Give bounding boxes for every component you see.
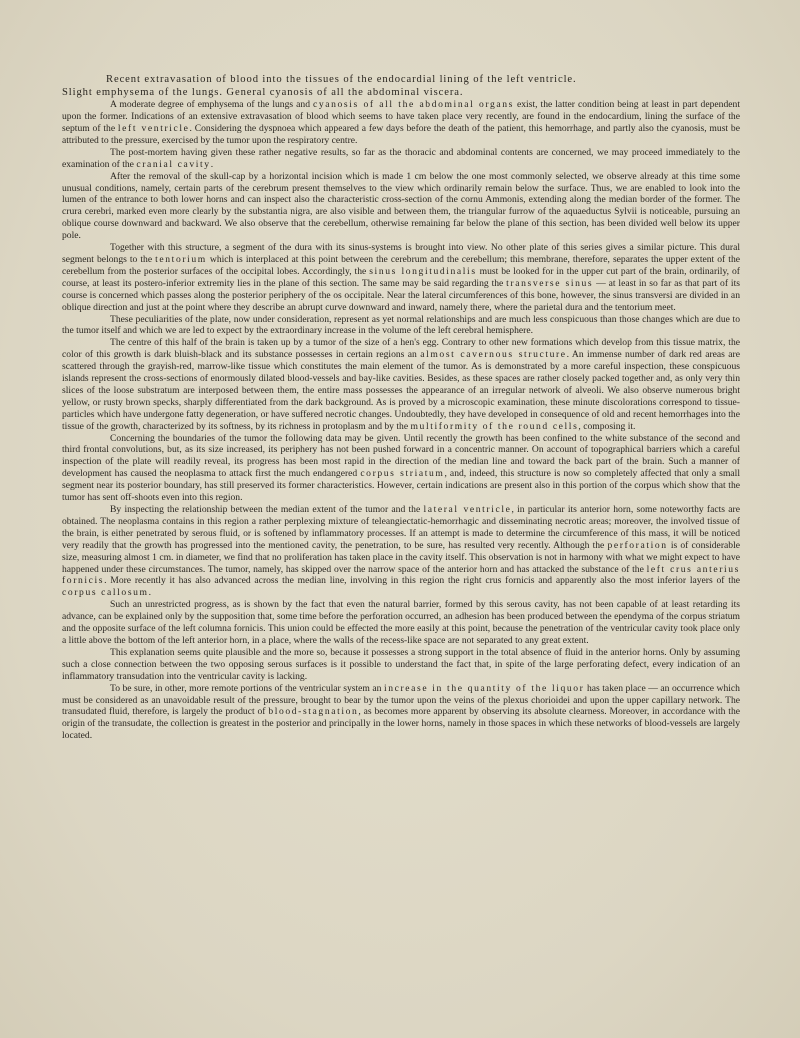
text-run: is of considerable size, measuring almost 1 cm. in diameter, we find that no proliferation has taken place in the cavity itself. This observation is not in harmony with what we might expect to have happened under these circumstances. The tumor, namely, has skipped over the narrow space of the anterior horn and has attacked the substance of the bbox=[62, 539, 740, 575]
spaced-emphasis: increase in the quantity of the liquor bbox=[383, 682, 585, 694]
spaced-emphasis: cranial cavity bbox=[136, 158, 211, 170]
paragraph bbox=[62, 147, 740, 171]
text-run: has taken place — an occurrence which must be considered as an unavoidable result of the pressure, brought to bear by the tumor upon the veins of the plexus chorioidei and upon the upper capillary network. The transudated fluid, therefore, is largely the product of bbox=[62, 682, 740, 718]
text-run: . An immense number of dark red areas are scattered through the grayish-red, marrow-like tissue which constitutes the main element of the tumor. As is demonstrated by a more careful inspection, these conspicuous islands represent the cross-sections of enormously dilated blood-vessels and bay-like cavities. Besides, as these spaces are rather closely packed together and, as only very thin slices of the loose substratum are interposed between them, the entire mass possesses the appearance of an irregular network of alveoli. We also observe numerous bright yellow, or rusty brown specks, sharply differentiated from the dark background. As is proved by a microscopic examination, these minute discolorations correspond to tissue-particles which have undergone fatty degeneration, or have suffered necrotic changes. Undoubtedly, they have developed in consequence of old and recent hemorrhages into the tissue of the growth, characterized by its softness, by its richness in protoplasm and by the bbox=[62, 349, 740, 432]
text-run: This explanation seems quite plausible and the more so, because it possesses a strong support in the total absence of fluid in the anterior horns. Only by assuming such a close connection between the two opposing serous surfaces is it possible to understand the fact that, in spite of the large perforating defect, every indication of an inflammatory transudation into the ventricular cavity is lacking. bbox=[62, 646, 740, 682]
text-run: The centre of this half of the brain is taken up by a tumor of the size of a hen's egg. Contrary to other new formations which develop from this tissue matrix, the color of this growth is dark bluish-black and its substance possesses in certain regions an bbox=[62, 337, 740, 361]
text-run: . More recently it has also advanced across the median line, involving in this region the right crus fornicis and apparently also the most inferior layers of the bbox=[104, 575, 740, 587]
spaced-emphasis: left ventricle bbox=[117, 123, 190, 134]
text-run: . bbox=[210, 158, 214, 170]
text-run: , in particular its anterior horn, some noteworthy facts are obtained. The neoplasma contains in this region a rather perplexing mixture of teleangiectatic-hemorrhagic and disseminating necrotic areas; moreover, the involved tissue of the brain, is either penetrated by serous fluid, or is softened by inflammatory processes. If an attempt is made to determine the circumference of this mass, it will be noticed very readily that the growth has progressed into the mentioned cavity, the penetration, to be sure, has resulted very recently. Although the bbox=[62, 504, 740, 551]
paragraph bbox=[62, 683, 740, 743]
spaced-emphasis: cyanosis of all the abdominal organs bbox=[313, 99, 514, 111]
body-text bbox=[62, 74, 740, 742]
text-run: Such an unrestricted progress, as is shown by the fact that even the natural barrier, formed by this serous cavity, has not been capable of at least retarding its advance, can be explained only by the supposition that, some time before the perforation occurred, an adhesion has been produced between the ependyma of the corpus striatum and the opposite surface of the left columna fornicis. This union could be effected the more easily at this point, because the penetration of the ventricular cavity took place only a little above the bottom of the left anterior horn, in a place, where the walls of the recess-like space are not separated to any great extent. bbox=[62, 599, 740, 646]
paragraph bbox=[62, 314, 740, 338]
paragraph bbox=[62, 99, 740, 147]
spaced-emphasis: lateral ventricle bbox=[423, 504, 512, 515]
paragraph bbox=[62, 242, 740, 313]
paragraph bbox=[62, 171, 740, 242]
paragraph bbox=[62, 599, 740, 647]
text-run: A moderate degree of emphysema of the lungs and bbox=[110, 99, 314, 111]
text-run: . Considering the dyspnoea which appeared a few days before the death of the patient, this hemorrhage, and partly also the cyanosis, must be attributed to the pressure, exercised by the tumor upon the respiratory centre. bbox=[62, 123, 740, 146]
spaced-emphasis: corpus striatum bbox=[360, 468, 445, 480]
text-run: , as becomes more apparent by observing its absolute clearness. Moreover, in accordance with the origin of the transudate, the collection is greatest in the posterior and principally in the lower horns, namely in those spaces in which these networks of blood-vessels are largely located. bbox=[62, 706, 740, 742]
text-run: To be sure, in other, more remote portions of the ventricular system an bbox=[110, 682, 384, 694]
text-run: By inspecting the relationship between the median extent of the tumor and the bbox=[110, 504, 424, 515]
spaced-emphasis: perforation bbox=[607, 539, 668, 551]
text-run: must be looked for in the upper cut part of the brain, ordinarily, of course, at least its postero-inferior extremity lies in the plane of this section. The same may be said regarding the bbox=[62, 265, 740, 289]
text-run: which is interplaced at this point between the cerebrum and the cerebellum; this membrane, therefore, separates the upper extent of the cerebellum from the posterior surfaces of the occipital lobes. Accordingly, the bbox=[62, 253, 740, 277]
lead-line-2: Slight emphysema of the lungs. General cyanosis of all the abdominal viscera. bbox=[62, 86, 464, 98]
text-run: . bbox=[148, 587, 152, 599]
text-run: Together with this structure, a segment of the dura with its sinus-systems is brought into view. No other plate of this series gives a similar picture. This dural segment belongs to the bbox=[62, 242, 740, 265]
text-run: exist, the latter condition being at least in part dependent upon the former. Indications of an extensive extravasation of blood which seems to have taken place very recently, are found in the endocardium, lining the surface of the septum of the bbox=[62, 99, 740, 134]
lead-line-1: Recent extravasation of blood into the tissues of the endocardial lining of the left ventricle. bbox=[106, 74, 577, 85]
text-run: Concerning the boundaries of the tumor the following data may be given. Until recently the growth has been confined to the white substance of the second and third frontal convolutions, but, as its size increased, its periphery has not been pushed forward in a concentric manner. On account of topographical barriers which a careful inspection of the plate will readily reveal, its progress has been most rapid in the direction of the median line and toward the back part of the brain. Such a manner of development has caused the neoplasma to attack first the much endangered bbox=[62, 432, 740, 480]
paragraph bbox=[62, 647, 740, 683]
spaced-emphasis: sinus longitudinalis bbox=[369, 265, 477, 277]
text-run: — at least in so far as that part of its course is concerned which passes along the posterior periphery of the os occipitale. Near the lateral circumferences of this bone, however, the sinus transversi are divided in an oblique direction and just at the point where they describe an abrupt curve downward and inward, namely there, where the parietal dura and the tentorium meet. bbox=[62, 277, 740, 313]
spaced-emphasis: multiformity of the round cells bbox=[410, 420, 579, 432]
text-run: After the removal of the skull-cap by a horizontal incision which is made 1 cm below the one most commonly selected, we observe already at this time some unusual conditions, namely, certain parts of the cerebrum present themselves to the view which ordinarily remain below the surface. Thus, we are enabled to look into the lumen of the entrance to both lower horns and can inspect also the characteristic cross-section of the cornu Ammonis, extending along the median border of the former. The crura cerebri, marked even more clearly by the substantia nigra, are also visible and between them, the triangular furrow of the aquaeductus Sylvii is noticeable, pursuing an oblique course downward and backward. We also observe that the cerebellum, otherwise remaining far below the plane of this section, has been divided well below its upper pole. bbox=[62, 170, 740, 242]
paragraphs bbox=[62, 99, 740, 742]
spaced-emphasis: almost cavernous structure bbox=[420, 349, 567, 361]
text-run: These peculiarities of the plate, now under consideration, represent as yet normal relationships and are much less conspicuous than those changes which are due to the tumor itself and which we are led to expect by the extraordinary increase in the volume of the left cerebral hemisphere. bbox=[62, 313, 740, 337]
lead-heading bbox=[62, 74, 740, 99]
paragraph bbox=[62, 433, 740, 504]
spaced-emphasis: tentorium bbox=[155, 253, 207, 265]
paragraph bbox=[62, 337, 740, 432]
text-run: , composing it. bbox=[578, 420, 636, 432]
spaced-emphasis: transverse sinus bbox=[506, 277, 594, 289]
spaced-emphasis: corpus callosum bbox=[62, 587, 149, 599]
text-run: The post-mortem having given these rather negative results, so far as the thoracic and abdominal contents are concerned, we may proceed immediately to the examination of the bbox=[62, 146, 740, 170]
spaced-emphasis: left crus anterius fornicis bbox=[62, 563, 740, 587]
paragraph bbox=[62, 504, 740, 599]
spaced-emphasis: blood-stagnation bbox=[268, 706, 359, 718]
text-run: , and, indeed, this structure is now so completely affected that only a small segment near its posterior boundary, has still preserved its former characteristics. However, certain indications are present also in this portion of the corpus which show that the tumor has sent off-shoots even into this region. bbox=[62, 468, 741, 504]
